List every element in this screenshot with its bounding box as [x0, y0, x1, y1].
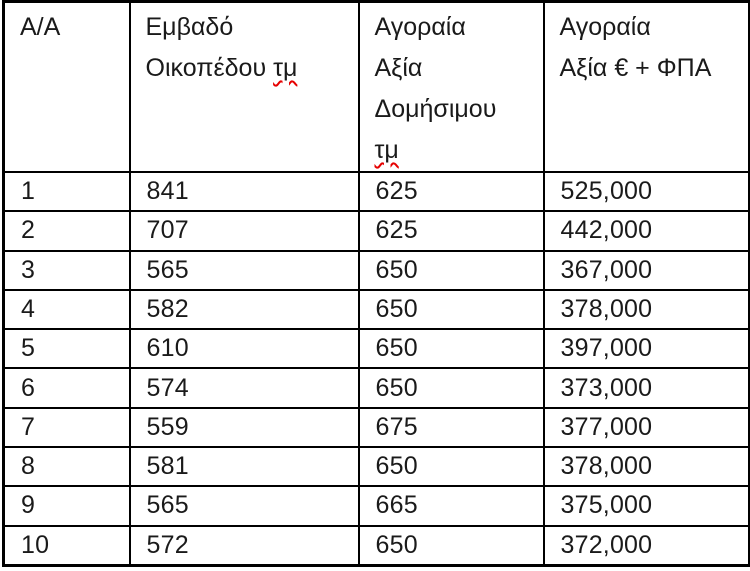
cell-serial: 1	[4, 172, 130, 211]
cell-rate: 650	[359, 447, 544, 486]
header-line: Αγοραία	[374, 13, 466, 41]
cell-value: 377,000	[544, 408, 750, 447]
cell-plot-area: 841	[130, 172, 359, 211]
header-label: Α/Α	[20, 13, 61, 41]
header-cell-market-value-per-sqm	[359, 2, 544, 173]
cell-value: 367,000	[544, 251, 750, 290]
cell-plot-area: 581	[130, 447, 359, 486]
cell-value: 397,000	[544, 329, 750, 368]
cell-rate: 665	[359, 486, 544, 525]
cell-serial: 9	[4, 486, 130, 525]
cell-rate: 650	[359, 526, 544, 566]
table-row	[4, 329, 750, 368]
table-row	[4, 526, 750, 566]
cell-rate: 650	[359, 368, 544, 407]
header-line: Αξία	[374, 54, 423, 82]
table-row	[4, 251, 750, 290]
cell-serial: 8	[4, 447, 130, 486]
cell-rate: 650	[359, 290, 544, 329]
cell-plot-area: 565	[130, 251, 359, 290]
table-row	[4, 368, 750, 407]
header-line: Δομήσιμου	[374, 95, 497, 123]
cell-rate: 675	[359, 408, 544, 447]
cell-serial: 6	[4, 368, 130, 407]
cell-plot-area: 610	[130, 329, 359, 368]
cell-plot-area: 582	[130, 290, 359, 329]
table-row	[4, 211, 750, 250]
cell-value: 373,000	[544, 368, 750, 407]
cell-value: 378,000	[544, 447, 750, 486]
cell-plot-area: 572	[130, 526, 359, 566]
cell-plot-area: 707	[130, 211, 359, 250]
header-line	[146, 48, 352, 89]
cell-serial: 10	[4, 526, 130, 566]
cell-value: 378,000	[544, 290, 750, 329]
cell-serial: 7	[4, 408, 130, 447]
cell-serial: 4	[4, 290, 130, 329]
table-row	[4, 172, 750, 211]
table-row	[4, 486, 750, 525]
header-line: Εμβαδό	[145, 13, 234, 41]
cell-serial: 3	[4, 251, 130, 290]
header-cell-serial	[4, 2, 130, 173]
misspelled-word: τμ	[374, 136, 399, 164]
header-line: Αγοραία	[559, 13, 651, 41]
table-row	[4, 408, 750, 447]
cell-rate: 625	[359, 172, 544, 211]
table-row	[4, 447, 750, 486]
header-row	[4, 2, 750, 173]
header-line: Αξία € + ΦΠΑ	[559, 54, 712, 82]
header-cell-market-value-total	[544, 2, 750, 173]
cell-plot-area: 559	[130, 408, 359, 447]
cell-value: 442,000	[544, 211, 750, 250]
cell-plot-area: 574	[130, 368, 359, 407]
cell-value: 372,000	[544, 526, 750, 566]
cell-value: 525,000	[544, 172, 750, 211]
header-line	[375, 130, 537, 171]
header-cell-plot-area	[130, 2, 359, 173]
cell-rate: 650	[359, 329, 544, 368]
cell-plot-area: 565	[130, 486, 359, 525]
cell-serial: 5	[4, 329, 130, 368]
cell-value: 375,000	[544, 486, 750, 525]
cell-rate: 650	[359, 251, 544, 290]
header-word: Οικοπέδου	[145, 54, 267, 82]
land-value-table	[2, 0, 750, 567]
table-row	[4, 290, 750, 329]
cell-rate: 625	[359, 211, 544, 250]
cell-serial: 2	[4, 211, 130, 250]
misspelled-word: τμ	[273, 54, 298, 82]
